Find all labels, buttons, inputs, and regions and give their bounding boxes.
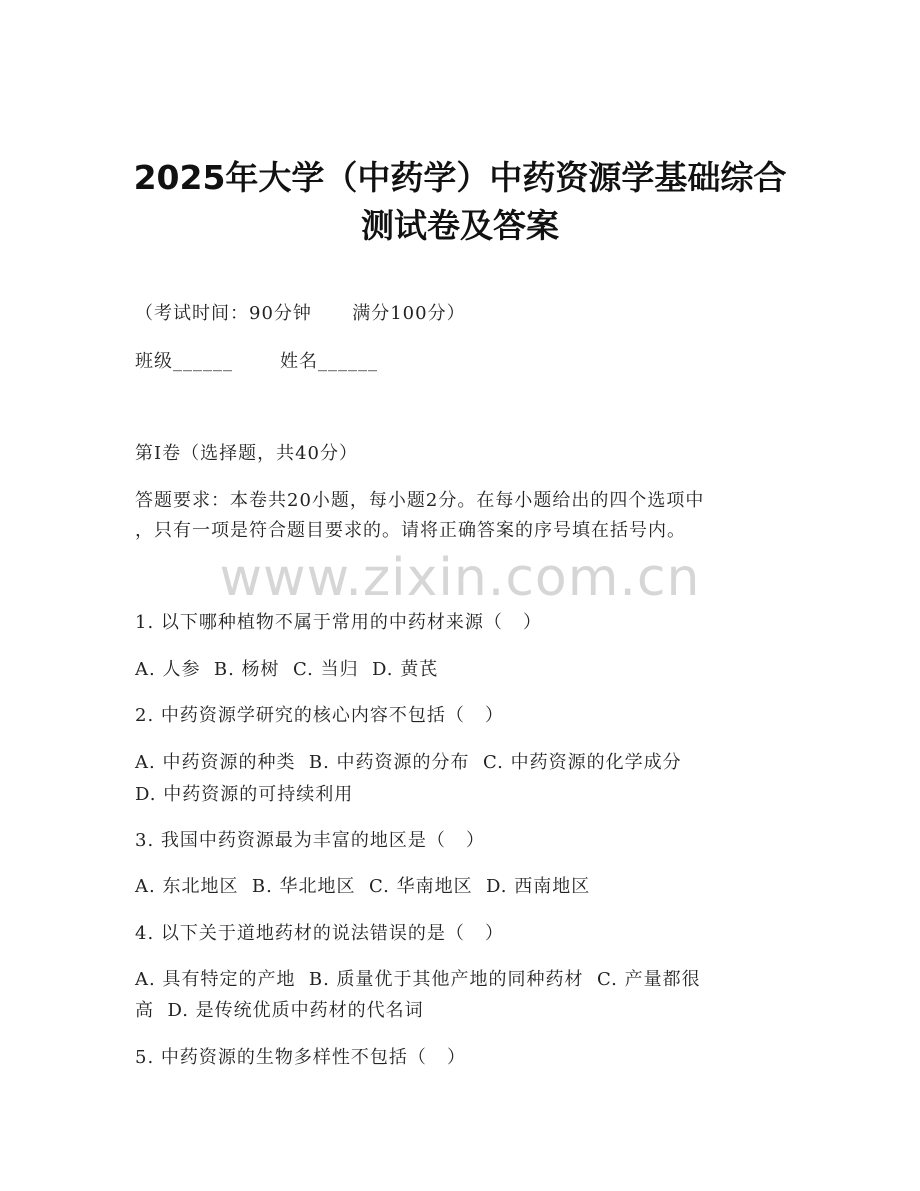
question-3-stem: 3. 我国中药资源最为丰富的地区是（ ）	[135, 830, 486, 851]
instructions-line-2: ，只有一项是符合题目要求的。请将正确答案的序号填在括号内。	[135, 520, 686, 541]
question-5-stem: 5. 中药资源的生物多样性不包括（ ）	[135, 1047, 467, 1068]
question-2-stem: 2. 中药资源学研究的核心内容不包括（ ）	[135, 705, 505, 726]
document-title-line-2: 测试卷及答案	[361, 206, 559, 245]
question-2-options: A. 中药资源的种类 B. 中药资源的分布 C. 中药资源的化学成分	[135, 752, 682, 773]
question-4-options: A. 具有特定的产地 B. 质量优于其他产地的同种药材 C. 产量都很	[135, 969, 701, 990]
question-1-stem: 1. 以下哪种植物不属于常用的中药材来源（ ）	[135, 612, 543, 633]
instructions-line-1: 答题要求：本卷共20小题，每小题2分。在每小题给出的四个选项中	[135, 490, 705, 511]
section-heading: 第I卷（选择题，共40分）	[135, 443, 359, 464]
student-fields: 班级______ 姓名______	[135, 351, 379, 372]
question-3-options: A. 东北地区 B. 华北地区 C. 华南地区 D. 西南地区	[135, 876, 591, 897]
watermark: www.zixin.com.cn	[219, 548, 701, 608]
question-4-options-cont: 高 D. 是传统优质中药材的代名词	[135, 1000, 424, 1021]
question-1-options: A. 人参 B. 杨树 C. 当归 D. 黄芪	[135, 659, 439, 680]
question-2-options-cont: D. 中药资源的可持续利用	[135, 784, 354, 805]
exam-info: （考试时间：90分钟 满分100分）	[135, 303, 466, 324]
document-title-line-1: 2025年大学（中药学）中药资源学基础综合	[133, 158, 787, 197]
question-4-stem: 4. 以下关于道地药材的说法错误的是（ ）	[135, 923, 505, 944]
